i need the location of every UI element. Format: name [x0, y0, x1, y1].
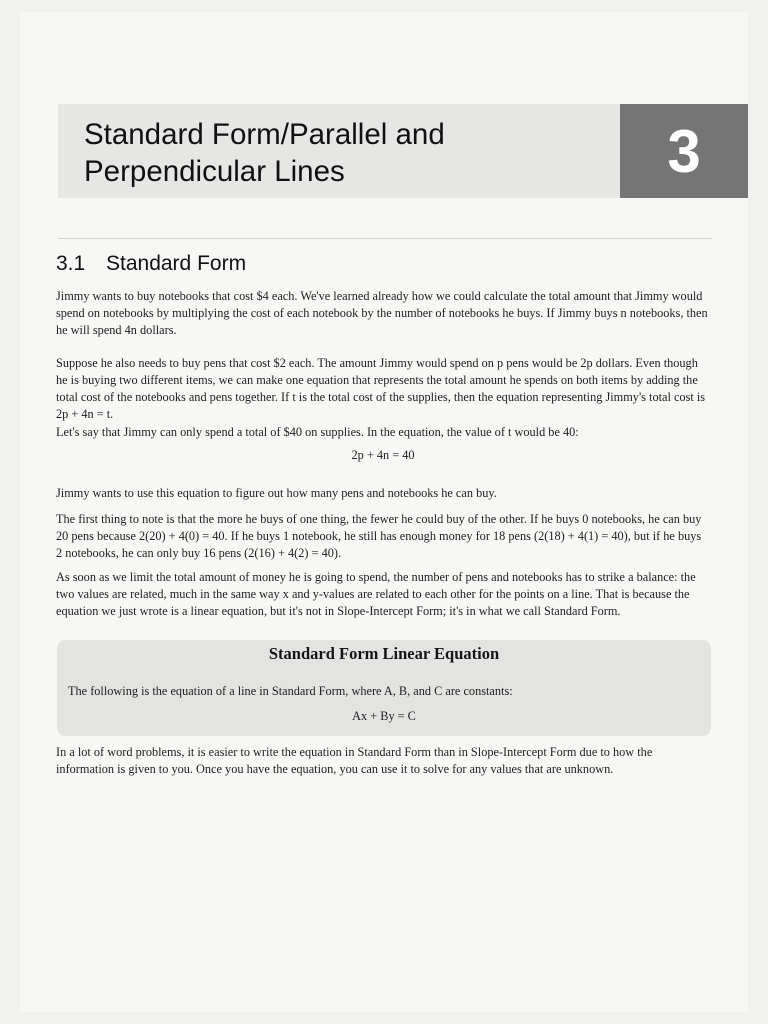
section-number: 3.1 [56, 252, 86, 275]
section-title: Standard Form [106, 252, 247, 275]
paragraph-6: As soon as we limit the total amount of money he is going to spend, the number of pens and notebooks has to strike a balance: the two values are related, much in the same way x and y-values are related to each other for the points on a line. That is because the equation we just wrote is a linear equation, but it's not in Slope-Intercept Form; it's in what we call Standard Form. [56, 570, 696, 618]
callout-equation: Ax + By = C [352, 709, 416, 723]
paragraph-5: The first thing to note is that the more he buys of one thing, the fewer he could buy of the other. If he buys 0 notebooks, he can buy 20 pens because 2(20) + 4(0) = 40. If he buys 1 notebook, he still has enough money for 18 pens (2(18) + 4(1) = 40), but if he buys 2 notebooks, he can only buy 16 pens (2(16) + 4(2) = 40). [56, 512, 702, 560]
chapter-number: 3 [667, 117, 701, 185]
paragraph-1: Jimmy wants to buy notebooks that cost $4 each. We've learned already how we could calculate the total amount that Jimmy would spend on notebooks by multiplying the cost of each notebook by the number of notebooks he buys. If Jimmy buys n notebooks, then he will spend 4n dollars. [56, 289, 708, 337]
header-divider [58, 238, 712, 239]
chapter-title: Standard Form/Parallel and Perpendicular Lines [84, 118, 445, 188]
callout-title: Standard Form Linear Equation [268, 644, 500, 663]
paragraph-3: Let's say that Jimmy can only spend a total of $40 on supplies. In the equation, the value of t would be 40: [56, 425, 579, 439]
section-heading [56, 252, 246, 276]
paragraph-4: Jimmy wants to use this equation to figure out how many pens and notebooks he can buy. [56, 486, 497, 500]
paragraph-7: In a lot of word problems, it is easier to write the equation in Standard Form than in Slope-Intercept Form due to how the information is given to you. Once you have the equation, you can use it to solve for any values that are unknown. [56, 745, 653, 776]
chapter-number-box [620, 104, 748, 198]
callout-text: The following is the equation of a line in Standard Form, where A, B, and C are constants: [68, 684, 513, 698]
equation-total: 2p + 4n = 40 [351, 448, 415, 462]
paragraph-2: Suppose he also needs to buy pens that cost $2 each. The amount Jimmy would spend on p pens would be 2p dollars. Even though he is buying two different items, we can make one equation that represents the total amount he spends on both items by adding the total cost of the notebooks and pens together. If t is the total cost of the supplies, then the equation representing Jimmy's total cost is 2p + 4n = t. [56, 356, 706, 421]
